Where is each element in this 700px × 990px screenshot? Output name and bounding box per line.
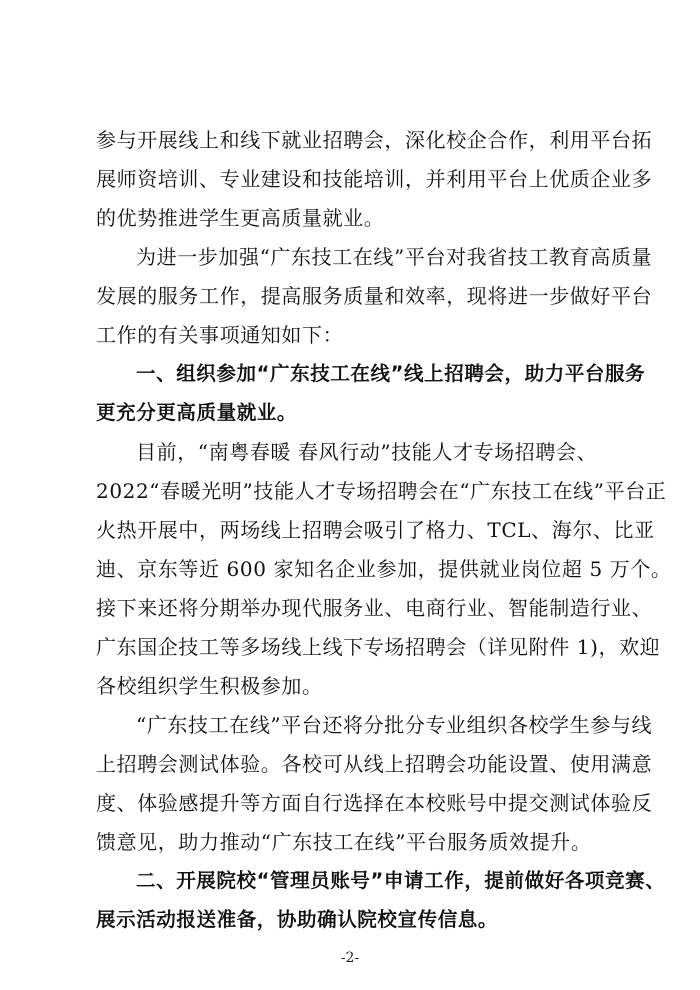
paragraph-3-line-5: 接下来还将分期举办现代服务业、电商行业、智能制造行业、 [96,596,653,620]
section-heading-2-line-2: 展示活动报送准备，协助确认院校宣传信息。 [96,908,499,931]
section-heading-2-line-1: 二、开展院校“管理员账号”申请工作，提前做好各项竞赛、 [136,869,666,892]
paragraph-1-line-1: 参与开展线上和线下就业招聘会，深化校企合作，利用平台拓 [96,128,653,152]
paragraph-1-line-3: 的优势推进学生更高质量就业。 [96,206,385,230]
paragraph-4-line-2: 上招聘会测试体验。各校可从线上招聘会功能设置、使用满意 [96,752,653,776]
paragraph-3-line-6: 广东国企技工等多场线上线下专场招聘会（详见附件 1)，欢迎 [96,635,661,659]
paragraph-3-line-2: 2022“春暖光明”技能人才专场招聘会在“广东技工在线”平台正 [96,479,667,503]
section-heading-1-line-1: 一、组织参加“广东技工在线”线上招聘会，助力平台服务 [136,362,646,385]
paragraph-3-line-1: 目前，“南粤春暖 春风行动”技能人才专场招聘会、 [136,440,598,464]
paragraph-4-line-3: 度、体验感提升等方面自行选择在本校账号中提交测试体验反 [96,791,653,815]
paragraph-4-line-4: 馈意见，助力推动“广东技工在线”平台服务质效提升。 [96,830,592,854]
section-heading-1-line-2: 更充分更高质量就业。 [96,401,298,424]
paragraph-4-line-1: “广东技工在线”平台还将分批分专业组织各校学生参与线 [136,713,653,737]
paragraph-2-line-2: 发展的服务工作，提高服务质量和效率，现将进一步做好平台 [96,284,653,308]
paragraph-3-line-4: 迪、京东等近 600 家知名企业参加，提供就业岗位超 5 万个。 [96,557,672,581]
paragraph-3-line-3: 火热开展中，两场线上招聘会吸引了格力、TCL、海尔、比亚 [96,518,655,542]
paragraph-2-line-3: 工作的有关事项通知如下： [96,323,344,347]
paragraph-1-line-2: 展师资培训、专业建设和技能培训，并利用平台上优质企业多 [96,167,653,191]
paragraph-2-line-1: 为进一步加强“广东技工在线”平台对我省技工教育高质量 [136,245,653,269]
page-number: -2- [340,950,360,966]
paragraph-3-line-7: 各校组织学生积极参加。 [96,674,323,698]
